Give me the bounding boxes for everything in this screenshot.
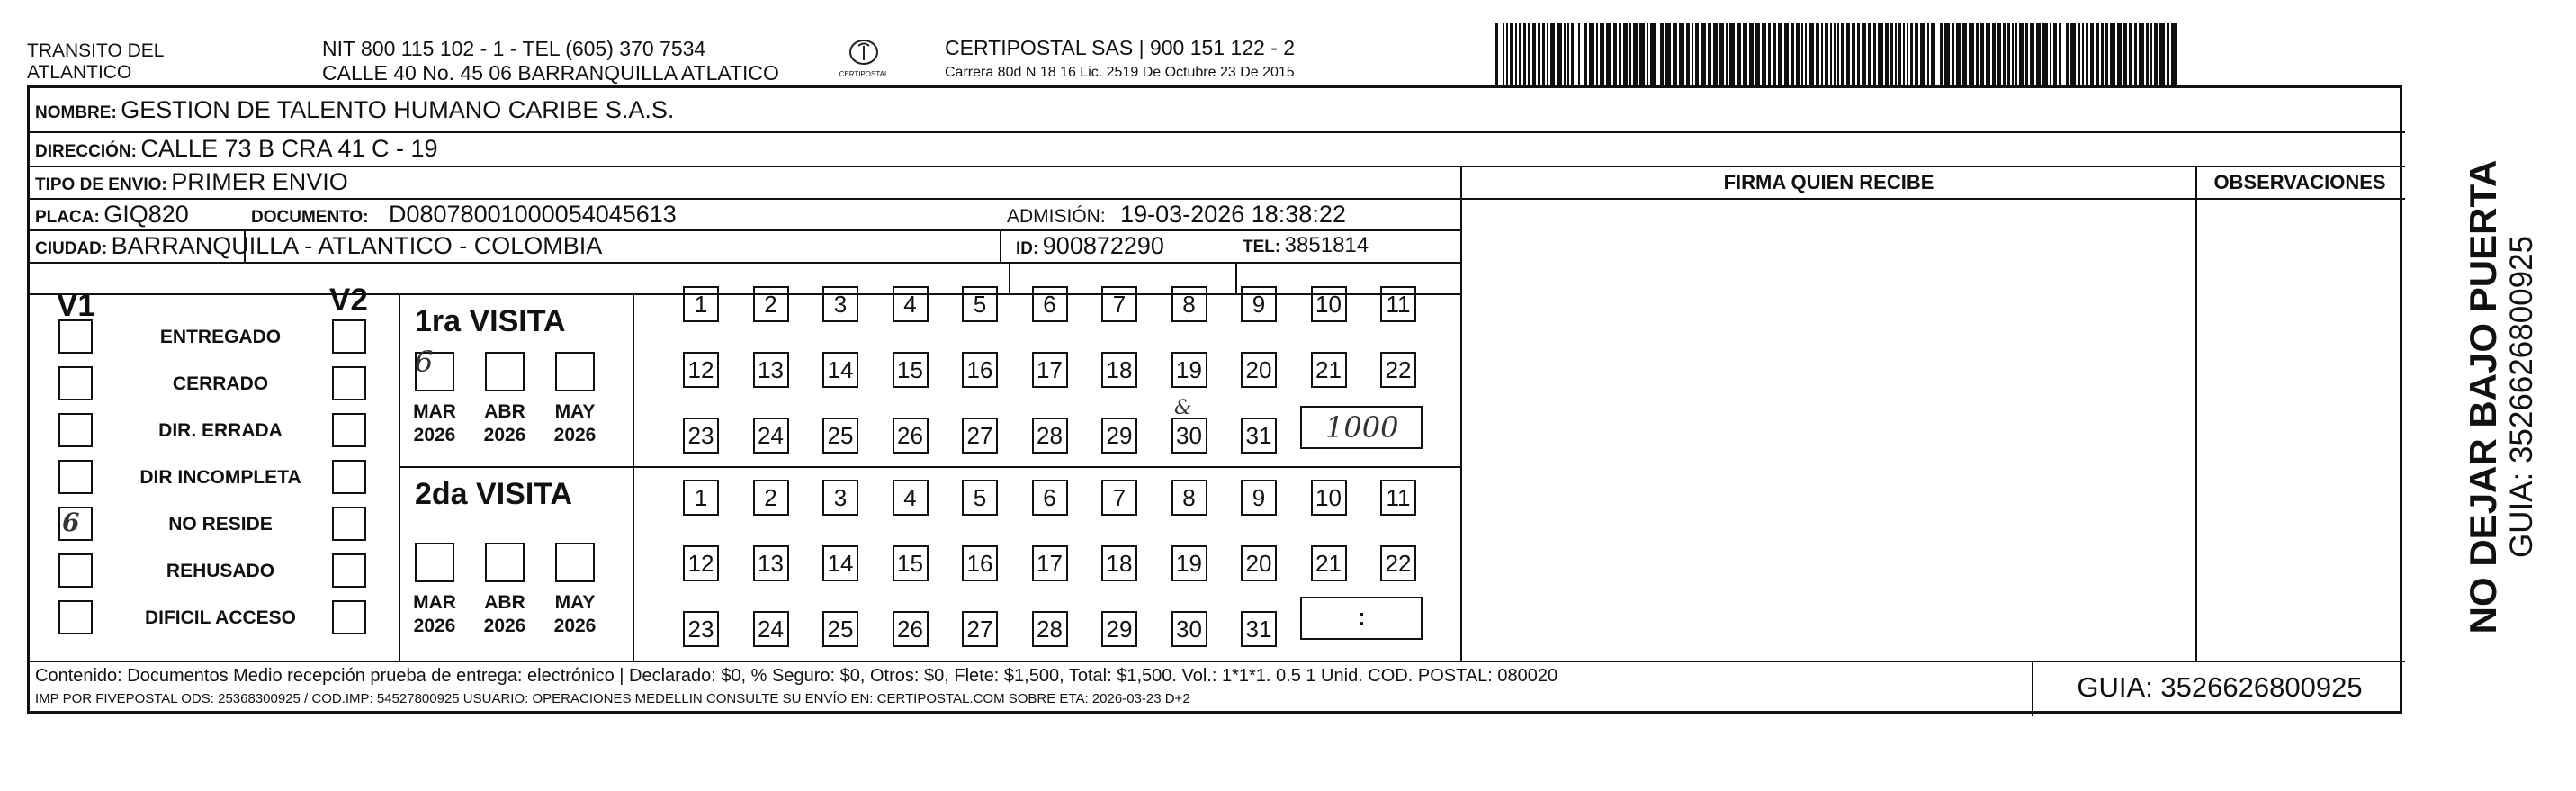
issuer-address: CALLE 40 No. 45 06 BARRANQUILLA ATLATICO <box>322 61 779 85</box>
v2-checkbox[interactable] <box>332 366 366 400</box>
day-box[interactable]: 11 <box>1380 286 1416 322</box>
company-license: Carrera 80d N 18 16 Lic. 2519 De Octubre 23 De 2015 <box>945 65 1295 80</box>
issuer-name-line2: ATLANTICO <box>27 62 132 83</box>
v1-checkbox[interactable] <box>58 366 93 400</box>
month-year: 2026 <box>553 425 597 445</box>
direccion-value: CALLE 73 B CRA 41 C - 19 <box>140 135 438 162</box>
status-label: DIR INCOMPLETA <box>139 467 301 488</box>
day-box[interactable]: 14 <box>822 545 858 581</box>
v1-label: V1 <box>57 288 95 323</box>
month-name: MAR <box>413 401 456 422</box>
v2-checkbox[interactable] <box>332 600 366 634</box>
v1-checkbox[interactable] <box>58 600 93 634</box>
day-box[interactable]: 9 <box>1241 480 1277 516</box>
status-label: DIFICIL ACCESO <box>144 607 296 628</box>
day-box[interactable]: 19 <box>1171 545 1207 581</box>
logo-text: CERTIPOSTAL <box>839 70 889 78</box>
day-box[interactable]: 28 <box>1032 418 1068 454</box>
day-box[interactable]: 31 <box>1241 611 1277 647</box>
day-box[interactable]: 26 <box>893 611 929 647</box>
day-box[interactable]: 14 <box>822 352 858 388</box>
day-box[interactable]: 20 <box>1241 352 1277 388</box>
delivery-form <box>27 85 2402 714</box>
day-box[interactable]: 30 <box>1171 418 1207 454</box>
id-label: ID: <box>1016 239 1039 258</box>
day-box[interactable]: 8 <box>1171 286 1207 322</box>
month-name: MAY <box>554 401 596 422</box>
barcode <box>1495 23 2179 86</box>
status-label: NO RESIDE <box>168 514 273 535</box>
day-box[interactable]: 31 <box>1241 418 1277 454</box>
side-guia: GUIA: 3526626800925 <box>2504 235 2539 559</box>
day-box[interactable]: 3 <box>822 480 858 516</box>
day-box[interactable]: 7 <box>1101 480 1137 516</box>
nombre-row <box>35 94 674 130</box>
tel-value: 3851814 <box>1284 233 1369 257</box>
day-box[interactable]: 3 <box>822 286 858 322</box>
month-year: 2026 <box>413 616 456 636</box>
day-box[interactable]: 27 <box>962 418 998 454</box>
day-box[interactable]: 28 <box>1032 611 1068 647</box>
month-checkbox[interactable] <box>415 543 454 582</box>
day-box[interactable]: 22 <box>1380 545 1416 581</box>
v2-checkbox[interactable] <box>332 319 366 354</box>
ciudad-label: CIUDAD: <box>35 239 108 258</box>
v2-checkbox[interactable] <box>332 413 366 447</box>
day-box[interactable]: 25 <box>822 611 858 647</box>
month-checkbox[interactable] <box>485 352 525 391</box>
v1-checkbox[interactable] <box>58 413 93 447</box>
ciudad-value: BARRANQUILLA - ATLANTICO - COLOMBIA <box>111 232 603 259</box>
day-box[interactable]: 5 <box>962 286 998 322</box>
v2-checkbox[interactable] <box>332 507 366 541</box>
tel-cell <box>1243 229 1369 265</box>
observaciones-area[interactable] <box>2197 200 2402 659</box>
day-box[interactable]: 6 <box>1032 286 1068 322</box>
documento-value: D08078001000054045613 <box>389 201 677 228</box>
nombre-label: NOMBRE: <box>35 103 117 122</box>
v1-checkbox[interactable] <box>58 553 93 588</box>
day-box[interactable]: 4 <box>893 286 929 322</box>
footer-imp: IMP POR FIVEPOSTAL ODS: 25368300925 / COD.IMP: 54527800925 USUARIO: OPERACIONES MEDELLIN CONSULTE SU ENVÍO EN: CERTIPOSTAL.COM SOBRE ETA: 2026-03-23 D+2 <box>35 691 1190 706</box>
v1-checkbox[interactable] <box>58 460 93 494</box>
day-box[interactable]: 7 <box>1101 286 1137 322</box>
visit2-title: 2da VISITA <box>415 477 573 511</box>
month-name: ABR <box>484 401 525 422</box>
day-box[interactable]: 12 <box>683 545 719 581</box>
day-box[interactable]: 26 <box>893 418 929 454</box>
id-value: 900872290 <box>1042 232 1164 259</box>
month-checkbox[interactable] <box>555 352 595 391</box>
day-box[interactable]: 17 <box>1032 545 1068 581</box>
admision-value: 19-03-2026 18:38:22 <box>1120 201 1346 228</box>
day-box[interactable]: 2 <box>753 286 789 322</box>
issuer-nit: NIT 800 115 102 - 1 - TEL (605) 370 7534 <box>322 37 706 60</box>
status-label: REHUSADO <box>166 561 275 581</box>
month-name: MAY <box>554 592 596 613</box>
day-box[interactable]: 24 <box>753 611 789 647</box>
tipo-envio-row <box>35 166 348 202</box>
month-year: 2026 <box>483 616 526 636</box>
day-box[interactable]: 15 <box>893 352 929 388</box>
direccion-label: DIRECCIÓN: <box>35 142 137 161</box>
day-box[interactable]: 1 <box>683 480 719 516</box>
footer-contenido: Contenido: Documentos Medio recepción prueba de entrega: electrónico | Declarado: $0, % Seguro: $0, Otros: $0, Flete: $1,500, Total: $1,500. Vol.: 1*1*1. 0.5 1 Unid. COD. POSTAL: 080020 <box>35 666 1558 686</box>
visit1-day-mark: & <box>1174 397 1192 419</box>
v2-checkbox[interactable] <box>332 460 366 494</box>
day-box[interactable]: 25 <box>822 418 858 454</box>
day-box[interactable]: 20 <box>1241 545 1277 581</box>
day-box[interactable]: 10 <box>1311 286 1347 322</box>
placa-value: GIQ820 <box>103 201 189 228</box>
month-year: 2026 <box>413 425 456 445</box>
status-label: ENTREGADO <box>159 327 282 347</box>
tipo-envio-label: TIPO DE ENVIO: <box>35 175 167 194</box>
day-box[interactable]: 23 <box>683 418 719 454</box>
day-box[interactable]: 15 <box>893 545 929 581</box>
day-box[interactable]: 13 <box>753 545 789 581</box>
day-box[interactable]: 4 <box>893 480 929 516</box>
day-box[interactable]: 21 <box>1311 545 1347 581</box>
v1-checkbox[interactable] <box>58 319 93 354</box>
visit1-month-mark: 6 <box>415 345 434 379</box>
day-box[interactable]: 21 <box>1311 352 1347 388</box>
v2-label: V2 <box>329 283 368 318</box>
day-box[interactable]: 1 <box>683 286 719 322</box>
day-box[interactable]: 29 <box>1101 418 1137 454</box>
day-box[interactable]: 24 <box>753 418 789 454</box>
day-box[interactable]: 23 <box>683 611 719 647</box>
nombre-value: GESTION DE TALENTO HUMANO CARIBE S.A.S. <box>121 96 675 123</box>
month-name: MAR <box>413 592 456 613</box>
day-box[interactable]: 18 <box>1101 545 1137 581</box>
day-box[interactable]: 30 <box>1171 611 1207 647</box>
firma-header: FIRMA QUIEN RECIBE <box>1723 171 1934 193</box>
month-year: 2026 <box>483 425 526 445</box>
documento-label: DOCUMENTO: <box>251 208 369 227</box>
certipostal-logo <box>832 36 895 85</box>
month-year: 2026 <box>553 616 597 636</box>
month-checkbox[interactable] <box>555 543 595 582</box>
signature-area[interactable] <box>1462 200 2195 659</box>
day-box[interactable]: 11 <box>1380 480 1416 516</box>
day-box[interactable]: 17 <box>1032 352 1068 388</box>
visit1-time-handwritten: 1000 <box>1325 410 1399 445</box>
id-cell <box>1016 229 1164 266</box>
day-box[interactable]: 22 <box>1380 352 1416 388</box>
day-box[interactable]: 16 <box>962 352 998 388</box>
visit2-time-placeholder: : <box>1357 603 1366 631</box>
day-box[interactable]: 9 <box>1241 286 1277 322</box>
v1-handwritten-mark: 6 <box>62 508 80 537</box>
day-box[interactable]: 2 <box>753 480 789 516</box>
day-box[interactable]: 10 <box>1311 480 1347 516</box>
day-box[interactable]: 16 <box>962 545 998 581</box>
issuer-name-line1: TRANSITO DEL <box>27 40 165 61</box>
direccion-row <box>35 132 438 169</box>
v2-checkbox[interactable] <box>332 553 366 588</box>
day-box[interactable]: 18 <box>1101 352 1137 388</box>
visit1-time-box[interactable] <box>1300 406 1423 449</box>
placa-label: PLACA: <box>35 208 100 227</box>
visit1-title: 1ra VISITA <box>415 304 566 338</box>
observaciones-header: OBSERVACIONES <box>2213 171 2386 193</box>
status-label: DIR. ERRADA <box>158 420 283 441</box>
day-box[interactable]: 12 <box>683 352 719 388</box>
ciudad-cell <box>35 229 602 266</box>
admision-label: ADMISIÓN: <box>1007 206 1106 227</box>
month-checkbox[interactable] <box>485 543 525 582</box>
day-box[interactable]: 6 <box>1032 480 1068 516</box>
day-box[interactable]: 5 <box>962 480 998 516</box>
day-box[interactable]: 27 <box>962 611 998 647</box>
tel-label: TEL: <box>1243 238 1281 256</box>
company-info: CERTIPOSTAL SAS | 900 151 122 - 2 <box>945 36 1296 59</box>
day-box[interactable]: 13 <box>753 352 789 388</box>
tipo-envio-value: PRIMER ENVIO <box>171 168 348 195</box>
day-box[interactable]: 29 <box>1101 611 1137 647</box>
footer-guia: GUIA: 3526626800925 <box>2077 671 2363 703</box>
day-box[interactable]: 8 <box>1171 480 1207 516</box>
day-box[interactable]: 19 <box>1171 352 1207 388</box>
status-label: CERRADO <box>172 373 269 394</box>
month-name: ABR <box>484 592 525 613</box>
side-warning: NO DEJAR BAJO PUERTA <box>2462 159 2504 634</box>
visit2-time-box[interactable] <box>1300 597 1423 640</box>
